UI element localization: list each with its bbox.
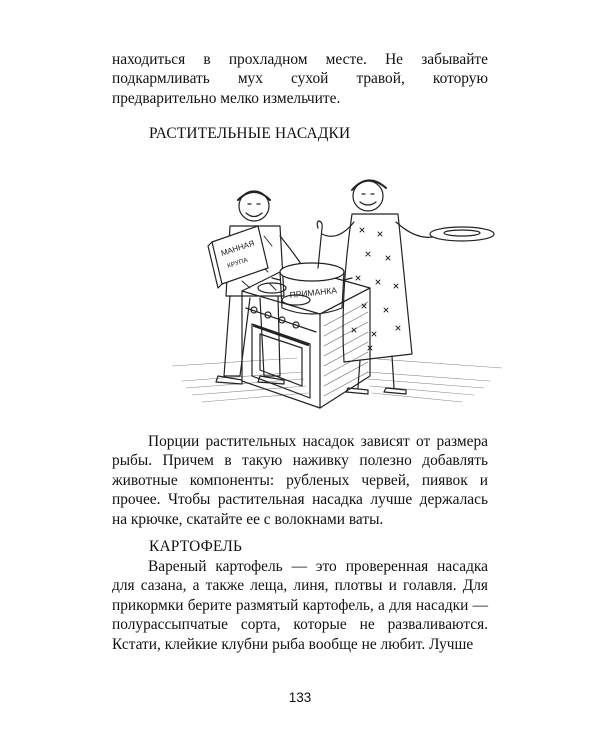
box-label-line2: КРУПА — [226, 256, 249, 270]
plant-baits-paragraph-block — [112, 432, 488, 529]
top-paragraph-block — [112, 50, 488, 108]
pot-drawing — [272, 221, 352, 314]
box-label-line1: МАННАЯ — [219, 238, 256, 258]
potato-paragraph-block — [112, 557, 488, 654]
plate-drawing — [430, 227, 494, 241]
plant-baits-paragraph: Порции растительных насадок зависят от размера рыбы. Причем в такую наживку полезно добавлять животные компоненты: рубленых червей, пиявок и прочее. Чтобы растительная насадка лучше держалась на крючке, скатайте ее с волокнами ваты. — [112, 433, 488, 528]
page-number: 133 — [288, 690, 312, 705]
semolina-box — [208, 226, 268, 288]
illustration — [172, 176, 502, 426]
man-figure — [208, 191, 310, 384]
floor-hatching — [172, 358, 502, 402]
top-paragraph: находиться в прохладном месте. Не забывайте подкармливать мух сухой травой, которую предварительно мелко измельчите. — [112, 51, 488, 107]
heading-plant-baits: РАСТИТЕЛЬНЫЕ НАСАДКИ — [149, 125, 351, 142]
heading-potato: КАРТОФЕЛЬ — [149, 538, 243, 555]
pot-label: ПРИМАНКА — [289, 285, 338, 300]
potato-paragraph: Вареный картофель — это проверенная насадка для сазана, а также леща, линя, плотвы и голавля. Для прикормки берите размятый картофель, а для насадки — полурассыпчатые сорта, которые не разваливаются. Кстати, клейкие клубни рыба вообще не любит. Лучше — [112, 558, 488, 653]
